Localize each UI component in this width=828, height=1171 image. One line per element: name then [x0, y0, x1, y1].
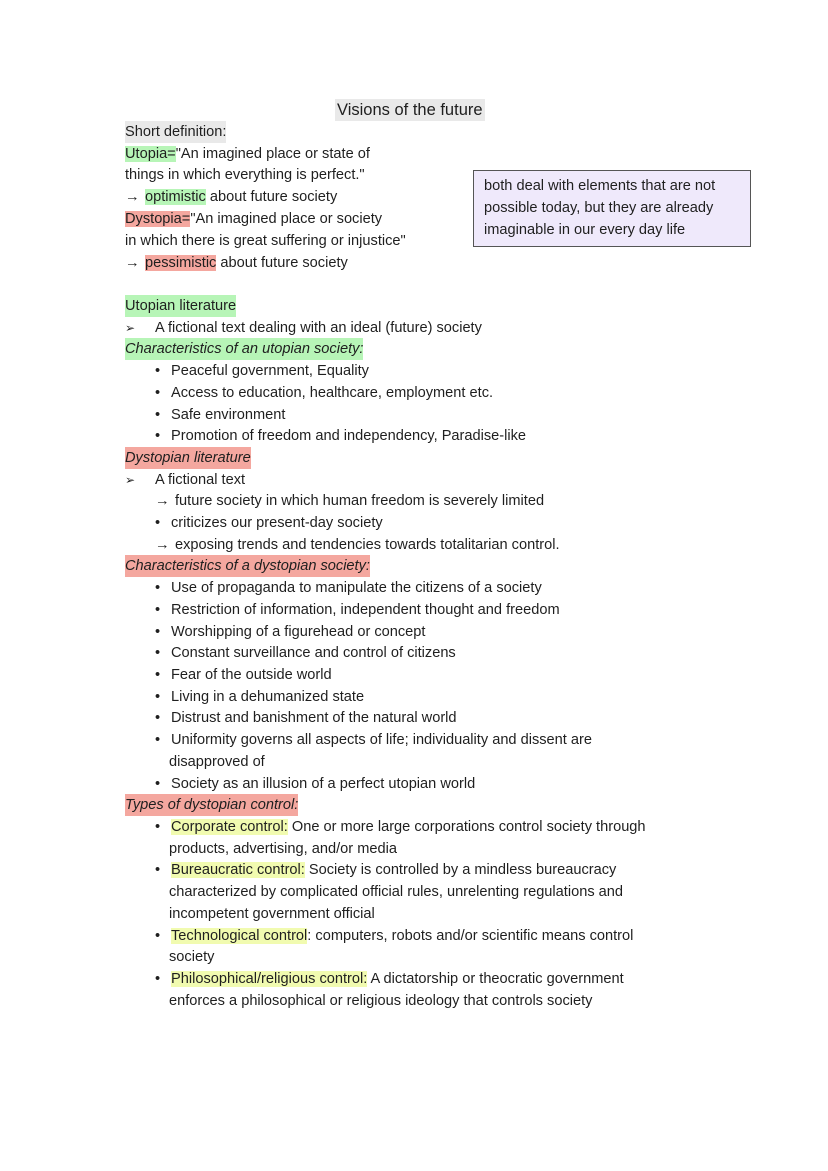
- control-type-continuation: enforces a philosophical or religious ideology that controls society: [169, 993, 593, 1009]
- bullet-icon: •: [155, 515, 161, 531]
- dystopian-literature-heading: Dystopian literature: [125, 447, 251, 469]
- utopia-summary: [125, 186, 337, 208]
- bullet-icon: •: [155, 776, 161, 792]
- bullet-icon: •: [155, 602, 161, 618]
- arrow-right-icon: →: [155, 537, 170, 553]
- bullet-icon: •: [155, 862, 161, 878]
- utopian-characteristics-heading: Characteristics of an utopian society:: [125, 338, 363, 360]
- list-item: • Access to education, healthcare, employment etc.: [155, 382, 493, 404]
- dystopian-characteristics-heading: Characteristics of a dystopian society:: [125, 555, 370, 577]
- dystopia-highlight: pessimistic: [145, 255, 217, 271]
- control-type-item: • Technological control: computers, robots and/or scientific means control: [155, 925, 633, 947]
- bullet-icon: •: [155, 710, 161, 726]
- utopia-highlight: optimistic: [145, 189, 206, 205]
- dystopia-definition-line-1: [125, 208, 382, 230]
- list-item: • Peaceful government, Equality: [155, 360, 369, 382]
- list-item: • Safe environment: [155, 404, 285, 426]
- list-item: • Worshipping of a figurehead or concept: [155, 621, 425, 643]
- dystopia-summary: [125, 252, 348, 274]
- bullet-icon: •: [155, 971, 161, 987]
- control-type-label: Philosophical/religious control:: [171, 971, 368, 987]
- arrow-right-icon: →: [125, 189, 140, 205]
- utopian-intro: [125, 317, 482, 339]
- dystopia-summary-rest: about future society: [220, 255, 348, 271]
- utopia-definition-text-1: "An imagined place or state of: [175, 146, 370, 162]
- list-item: • Distrust and banishment of the natural world: [155, 707, 457, 729]
- bullet-icon: •: [155, 363, 161, 379]
- note-box: both deal with elements that are not possible today, but they are already imaginable in our every day life: [473, 170, 751, 247]
- bullet-icon: •: [155, 624, 161, 640]
- dystopian-sub-1: → future society in which human freedom is severely limited: [155, 490, 544, 512]
- utopia-term: Utopia=: [125, 146, 176, 162]
- utopia-definition-line-1: [125, 143, 370, 165]
- page-title: Visions of the future: [337, 101, 483, 119]
- list-item-continuation: disapproved of: [169, 754, 265, 770]
- dystopian-intro: [125, 469, 245, 491]
- control-type-item: • Bureaucratic control: Society is controlled by a mindless bureaucracy: [155, 859, 616, 881]
- dystopian-intro-text: A fictional text: [155, 472, 246, 488]
- control-type-item: • Philosophical/religious control: A dictatorship or theocratic government: [155, 968, 624, 990]
- utopia-definition-line-2: things in which everything is perfect.": [125, 167, 365, 183]
- short-definition-label: Short definition:: [125, 121, 226, 143]
- bullet-icon: •: [155, 732, 161, 748]
- dystopia-term: Dystopia=: [125, 211, 191, 227]
- arrow-right-icon: →: [125, 255, 140, 271]
- dystopian-sub-3: → exposing trends and tendencies towards totalitarian control.: [155, 534, 560, 556]
- bullet-icon: •: [155, 385, 161, 401]
- list-item: • Restriction of information, independent thought and freedom: [155, 599, 560, 621]
- list-item: • Living in a dehumanized state: [155, 686, 364, 708]
- bullet-icon: •: [155, 667, 161, 683]
- dystopia-definition-text-1: "An imagined place or society: [190, 211, 383, 227]
- bullet-icon: •: [155, 928, 161, 944]
- control-type-continuation: products, advertising, and/or media: [169, 841, 397, 857]
- control-type-continuation: characterized by complicated official rules, unrelenting regulations and: [169, 884, 624, 900]
- control-type-item: • Corporate control: One or more large corporations control society through: [155, 816, 646, 838]
- bullet-icon: •: [155, 645, 161, 661]
- arrow-right-icon: →: [155, 493, 170, 509]
- bullet-icon: •: [155, 407, 161, 423]
- utopian-literature-heading: Utopian literature: [125, 295, 236, 317]
- bullet-icon: •: [155, 689, 161, 705]
- control-type-label: Corporate control:: [171, 819, 288, 835]
- list-item: • Fear of the outside world: [155, 664, 332, 686]
- control-type-continuation: incompetent government official: [169, 906, 375, 922]
- utopia-summary-rest: about future society: [209, 189, 338, 205]
- utopian-intro-text: A fictional text dealing with an ideal (future) society: [155, 320, 482, 336]
- list-item: • Uniformity governs all aspects of life; individuality and dissent are: [155, 729, 592, 751]
- list-item: • Promotion of freedom and independency, Paradise-like: [155, 425, 526, 447]
- list-item: • Society as an illusion of a perfect utopian world: [155, 773, 475, 795]
- list-item: • Constant surveillance and control of citizens: [155, 642, 456, 664]
- list-item: • Use of propaganda to manipulate the citizens of a society: [155, 577, 542, 599]
- bullet-icon: •: [155, 580, 161, 596]
- control-type-continuation: society: [169, 949, 215, 965]
- chevron-bullet-icon: ➢: [125, 473, 136, 487]
- dystopian-sub-2: • criticizes our present-day society: [155, 512, 383, 534]
- chevron-bullet-icon: ➢: [125, 321, 136, 335]
- control-type-label: Bureaucratic control:: [171, 862, 305, 878]
- dystopian-control-types-heading: Types of dystopian control:: [125, 794, 298, 816]
- control-type-label: Technological control: [171, 928, 308, 944]
- dystopia-definition-line-2: in which there is great suffering or injustice": [125, 233, 406, 249]
- bullet-icon: •: [155, 819, 161, 835]
- bullet-icon: •: [155, 428, 161, 444]
